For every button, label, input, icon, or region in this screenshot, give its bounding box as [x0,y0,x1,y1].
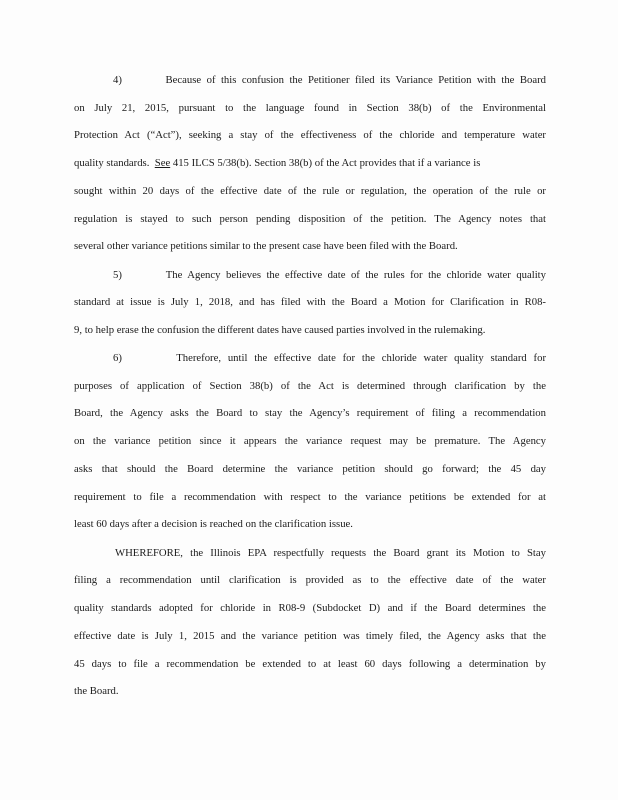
paragraph-4-line-7: several other variance petitions similar to the present case have been filed with the Board. [74,240,458,252]
paragraph-4-line-4-start: quality standards. [74,157,150,169]
paragraph-6-line-6: requirement to file a recommendation with respect to the variance petitions be extended for at [74,491,546,503]
paragraph-6-line-7: least 60 days after a decision is reached on the clarification issue. [74,518,353,530]
paragraph-4-line-2: on July 21, 2015, pursuant to the language found in Section 38(b) of the Environmental [74,102,546,114]
paragraph-4-line-4 [74,156,546,170]
wherefore-line-1: WHEREFORE, the Illinois EPA respectfully requests the Board grant its Motion to Stay [115,547,546,559]
paragraph-4-line-1: 4) Because of this confusion the Petitioner filed its Variance Petition with the Board [113,74,546,86]
paragraph-5-line-1: 5) The Agency believes the effective date of the rules for the chloride water quality [113,269,546,281]
paragraph-5-line-3: 9, to help erase the confusion the different dates have caused parties involved in the rulemaking. [74,324,486,336]
paragraph-6-line-3: Board, the Agency asks the Board to stay the Agency’s requirement of filing a recommendation [74,407,546,419]
see-citation-signal: See [154,157,171,169]
paragraph-4-line-5: sought within 20 days of the effective date of the rule or regulation, the operation of the rule or [74,185,546,197]
paragraph-6-line-4: on the variance petition since it appears the variance request may be premature. The Agency [74,435,546,447]
paragraph-6-line-5: asks that should the Board determine the variance petition should go forward; the 45 day [74,463,546,475]
paragraph-5-line-2: standard at issue is July 1, 2018, and has filed with the Board a Motion for Clarification in R08- [74,296,546,308]
wherefore-line-6: the Board. [74,685,119,697]
wherefore-line-4: effective date is July 1, 2015 and the variance petition was timely filed, the Agency asks that the [74,630,546,642]
paragraph-6-line-2: purposes of application of Section 38(b) of the Act is determined through clarification by the [74,380,546,392]
paragraph-6-line-1: 6) Therefore, until the effective date for the chloride water quality standard for [113,352,546,364]
wherefore-line-5: 45 days to file a recommendation be extended to at least 60 days following a determination by [74,658,546,670]
paragraph-4-line-4-rest: 415 ILCS 5/38(b). Section 38(b) of the Act provides that if a variance is [172,157,481,169]
wherefore-line-3: quality standards adopted for chloride in R08-9 (Subdocket D) and if the Board determines the [74,602,546,614]
wherefore-line-2: filing a recommendation until clarification is provided as to the effective date of the water [74,574,546,586]
paragraph-4-line-3: Protection Act (“Act”), seeking a stay of the effectiveness of the chloride and temperature water [74,129,546,141]
paragraph-4-line-6: regulation is stayed to such person pending disposition of the petition. The Agency notes that [74,213,546,225]
